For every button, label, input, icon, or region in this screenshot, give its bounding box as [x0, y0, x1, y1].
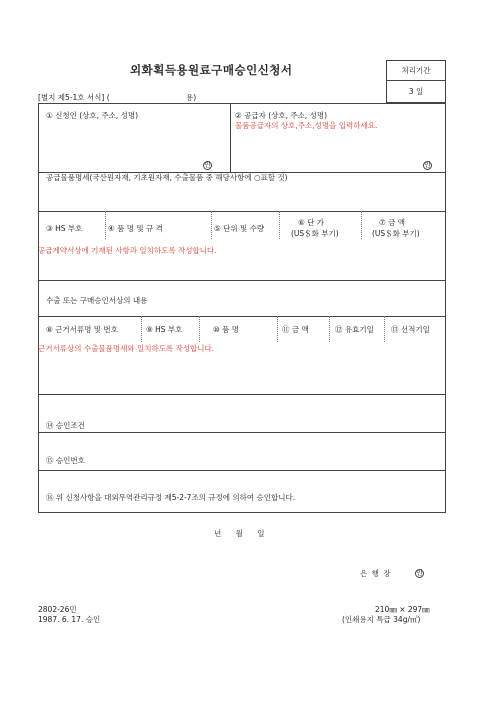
processing-period-box: [386, 60, 446, 103]
col-unit-quantity: ⑤ 단위 및 수량: [214, 224, 265, 233]
approval-number-label: ⑮ 승인번호: [46, 456, 85, 465]
col-hs-code: ③ HS 부호: [46, 224, 83, 233]
col-valid-date: ⑫ 유효기일: [335, 325, 374, 334]
bank-head-label: 은 행 장: [360, 569, 392, 578]
footer-paper-size: 210㎜ × 297㎜: [375, 605, 430, 614]
page-title: 외화획득용원료구매승인신청서: [130, 63, 293, 77]
form-reference: [별지 제5-1호 서식] (: [38, 93, 110, 102]
processing-period-value: 3 일: [408, 87, 424, 96]
goods-hint: 공급계약서상에 기재된 사항과 일치하도록 작성합니다.: [38, 246, 217, 255]
footer-form-code: 2802-26민: [38, 605, 77, 614]
approval-condition-label: ⑭ 승인조건: [46, 421, 85, 430]
supplier-label: ② 공급자 (상호, 주소, 성명): [235, 111, 328, 120]
approval-declaration: ⑯ 위 신청사항을 대외무역관리규정 제5-2-7조의 규정에 의하여 승인합니다.: [46, 493, 296, 502]
supplier-hint: 물품공급자의 상호,주소,성명을 입력하세요.: [235, 121, 378, 130]
goods-section-label: 공급물품명세(국산원자재, 기초원자재, 수출물품 중 해당사항에 ○표할 것): [46, 173, 288, 182]
supplier-seal: 인: [424, 161, 431, 169]
export-section-label: 수출 또는 구매승인서상의 내용: [46, 296, 148, 305]
bank-seal: 인: [416, 569, 423, 577]
application-form: [38, 103, 446, 513]
date-line: 년 월 일: [214, 529, 265, 538]
col-unit-price: ⑥ 단 가: [298, 218, 324, 227]
col-export-hs-code: ⑨ HS 부호: [146, 325, 183, 334]
col-item-name: ④ 품 명 및 규 격: [108, 224, 163, 233]
footer-paper-spec: (인쇄용지 특급 34g/㎡): [342, 615, 421, 624]
col-shipping-date: ⑬ 선적기일: [391, 325, 430, 334]
applicant-seal: 인: [204, 161, 211, 169]
col-export-amount: ⑪ 금 액: [282, 325, 309, 334]
col-amount-sub: (US＄화 부기): [372, 229, 420, 238]
col-export-item-name: ⑩ 품 명: [213, 325, 239, 334]
col-basis-document: ⑧ 근거서류명 및 번호: [46, 325, 118, 334]
col-amount: ⑦ 금 액: [379, 218, 405, 227]
form-reference-end: 용): [186, 93, 197, 102]
footer-approval-date: 1987. 6. 17. 승인: [38, 615, 101, 624]
processing-period-label: 처리기간: [387, 61, 445, 81]
export-hint: 근거서류상의 수출물품명세와 일치하도록 작성합니다.: [38, 344, 215, 353]
applicant-label: ① 신청인 (상호, 주소, 성명): [46, 111, 139, 120]
col-unit-price-sub: (US＄화 부기): [291, 229, 339, 238]
